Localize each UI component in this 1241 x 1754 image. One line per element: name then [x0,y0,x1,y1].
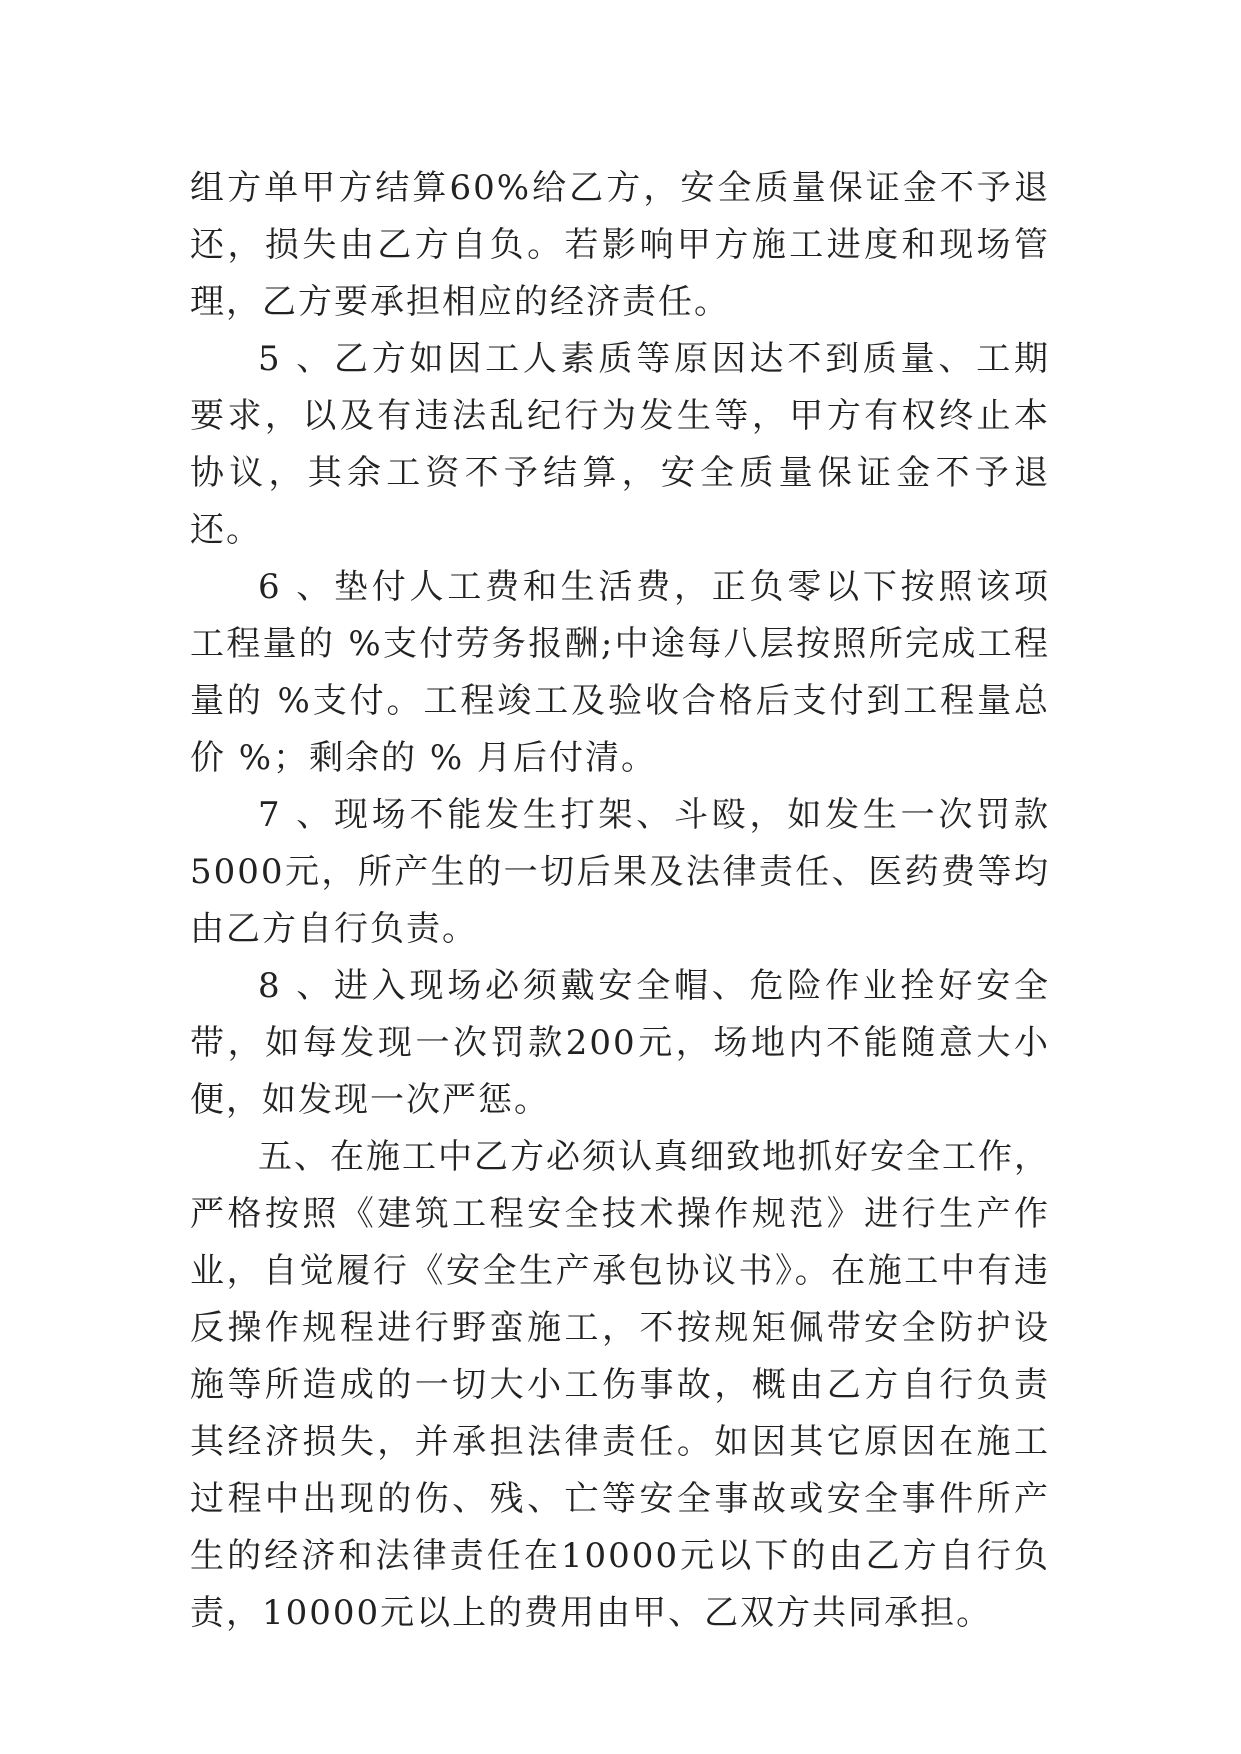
paragraph-clause-5: 5 、乙方如因工人素质等原因达不到质量、工期要求，以及有违法乱纪行为发生等，甲方有权终止本协议，其余工资不予结算，安全质量保证金不予退还。 [190,339,1050,550]
paragraph-clause-8: 8 、进入现场必须戴安全帽、危险作业拴好安全带，如每发现一次罚款200元，场地内不能随意大小便，如发现一次严惩。 [190,966,1050,1120]
paragraph-section-5-safety: 五、在施工中乙方必须认真细致地抓好安全工作，严格按照《建筑工程安全技术操作规范》进行生产作业，自觉履行《安全生产承包协议书》。在施工中有违反操作规程进行野蛮施工，不按规矩佩带安全防护设施等所造成的一切大小工伤事故，概由乙方自行负责其经济损失，并承担法律责任。如因其它原因在施工过程中出现的伤、残、亡等安全事故或安全事件所产生的经济和法律责任在10000元以下的由乙方自行负责，10000元以上的费用由甲、乙双方共同承担。 [190,1137,1050,1633]
paragraph-clause-6: 6 、垫付人工费和生活费，正负零以下按照该项工程量的 %支付劳务报酬;中途每八层按照所完成工程量的 %支付。工程竣工及验收合格后支付到工程量总价 %；剩余的 % 月后付清。 [190,567,1050,778]
paragraph-continuation: 组方单甲方结算60%给乙方，安全质量保证金不予退还，损失由乙方自负。若影响甲方施工进度和现场管理，乙方要承担相应的经济责任。 [190,168,1050,322]
document-page [190,160,1050,1642]
paragraph-clause-7: 7 、现场不能发生打架、斗殴，如发生一次罚款5000元，所产生的一切后果及法律责任、医药费等均由乙方自行负责。 [190,795,1050,949]
